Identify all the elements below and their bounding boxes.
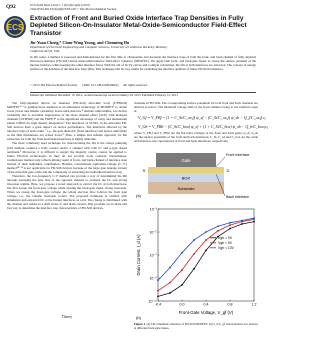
data-point xyxy=(157,279,159,281)
x-tick-label: -0.4 xyxy=(154,302,162,307)
abstract-line: (Dit). This technique will be very useful for evaluating the interface qualities of future FD-SOI transistors. xyxy=(87,66,224,71)
y-tick-label: 10⁻³ xyxy=(149,207,157,212)
panel-a-label: (a) xyxy=(136,193,141,198)
series-line xyxy=(158,219,254,290)
paper-title: Extraction of Front and Buried Oxide Interface Trap Densities in Fully Depleted Silicon-On-Insulator Metal-Oxide-Semiconductor Field-Effect Transistor xyxy=(30,15,247,37)
equation-text: V_Gb = V_FBb − (C_Si/C_box) ψ_sf + (1 + C_Si/C_box) ψ_sb − Q_b/C_box xyxy=(138,123,264,129)
copyright-line xyxy=(30,84,256,88)
y-axis-label: Drain Current, I_d (A) xyxy=(136,234,141,276)
affiliation-line: California 94720, USA xyxy=(30,48,60,53)
chart-series xyxy=(157,217,255,297)
data-point xyxy=(157,296,159,298)
data-point xyxy=(157,290,159,292)
figure-1 xyxy=(134,147,258,320)
y-tick-label: 10⁻⁹ xyxy=(149,276,157,281)
equation-text: V_Gf = V_FBf + (1 + C_Si/C_ox,f) ψ_sf − (C_Si/C_ox,f) ψ_sb − Q_f/C_ox,f xyxy=(138,114,262,120)
gate-label: Gate xyxy=(181,158,191,163)
data-point xyxy=(205,250,207,252)
body-paragraph: The fully-depleted silicon on insulator (FD-SOI) ultra-thin body (UTBSOI) MOSFET¹⁻³ is gaining more attention as an alternative technology of MOSFET¹ to obtain lower power and smaller variability. In the ultra-thin box,⁴ intrinsic uniformities, low device variability due to excellent suppression of the short channel effect (SCE) with undoped channels (UTBSOI) and the FinFET⁵ is the significant advantage of today and mainstream planar CMOS for high density integration.⁶ The interfaces of Si/SiO₂ in the ultra-thin FD-SOI devices have a great impact on device performance. The interfaces affected by the interface traps of both oxide, ⁷ i.e., the gate dielectric (front interface) and device uniformity as the film thicknesses are scaled down.⁸ Thus, a simple and reliable approach for Dit extraction for both the front and buried interfaces is highly desirable. xyxy=(7,101,127,142)
doi-line: 2162-8742/2013/1(6)/Q92/3/$31.00 © The Electrochemical Society xyxy=(30,7,117,11)
abstract-line: With the aid of Id-Vg curves and a simple calculation, the Dit at both interfaces are extracted. The concept of energy profiles of the densities of the interface traps xyxy=(30,62,257,71)
data-point xyxy=(181,252,183,254)
equation-number: [2] xyxy=(263,124,268,129)
legend-label: Vgb = 10V xyxy=(218,246,234,250)
doi-link[interactable]: [DOI: 10.1149/2.006306ssl] xyxy=(82,83,119,87)
ecs-logo-icon xyxy=(3,15,27,39)
x-tick-label: 1.2 xyxy=(251,302,257,307)
x-tick-label: 0.0 xyxy=(179,302,185,307)
chart-legend xyxy=(210,236,235,250)
right-column xyxy=(134,101,268,144)
left-column xyxy=(7,101,127,210)
series-line xyxy=(158,218,254,280)
figure-caption-label: Figure 1. xyxy=(134,322,146,326)
data-point xyxy=(205,239,207,241)
data-point xyxy=(217,230,219,232)
equation-1 xyxy=(134,113,266,122)
abstract xyxy=(30,56,256,72)
substrate-label: Substrate xyxy=(177,186,195,191)
page-number: Q92 xyxy=(6,4,16,10)
abstract-line: In this letter, a method is proposed and demonstrated for the first time to characterize and decouple the interface traps of both the front- xyxy=(30,55,210,59)
data-point xyxy=(229,222,231,224)
id-vgf-chart xyxy=(136,207,257,320)
channel-region xyxy=(148,167,224,173)
affiliation-line: Department of Electrical Engineering and Computer Sciences, University of California, Berkeley, Berkeley, xyxy=(30,45,168,49)
panel-b-label: (b) xyxy=(136,315,141,320)
front-interface-label: Front Interface xyxy=(226,153,250,157)
manuscript-dates: Manuscript submitted December 13, 2012; revised manuscript received January 28, 2013. Published February 12, 2013 xyxy=(30,92,178,97)
figure-caption xyxy=(134,323,258,331)
y-tick-label: 10⁻¹¹ xyxy=(148,299,157,304)
data-point xyxy=(241,223,243,225)
figure-caption-text: (a) The schematic structure of FD-SOI MOSFET. (b) I_d-V_gf characteristics for devices at different back-gate biases. xyxy=(134,322,258,330)
journal-line: ECS Solid State Letters, 1 (6) Q92-Q94 (2013) xyxy=(30,3,90,7)
copyright-text: © 2013 The Electrochemical Society. xyxy=(30,83,78,87)
data-point xyxy=(169,292,171,294)
box-label: BOX xyxy=(181,175,191,181)
data-point xyxy=(181,269,183,271)
data-point xyxy=(253,217,255,219)
equation-number: [1] xyxy=(261,115,266,120)
abstract-line: and back-channel of fully depleted silicon-on-insulator (FD-SOI) metal-oxide-semiconductor field-effect transistor (MOSFET). We xyxy=(30,55,256,63)
data-point xyxy=(241,220,243,222)
data-point xyxy=(229,224,231,226)
data-point xyxy=(181,284,183,286)
journal-header xyxy=(30,3,230,11)
plot-frame xyxy=(158,209,254,301)
paper-authors: Jin-Yuan Cheng,* Chun-Wing Yeung, and Chenming Hu xyxy=(30,40,130,45)
body-paragraph: channels in FD-SOI. The corresponding surface potentials for both front and back channels are derived as below. The threshold voltage shift of the front channel owing to the interface traps is: xyxy=(134,101,258,114)
source-label: S xyxy=(142,168,146,173)
data-point xyxy=(169,282,171,284)
data-point xyxy=(193,253,195,255)
body-paragraph: The most commonly used technique for characterizing the Dit is the charge pumping (CP) method, requires a body contact and/or a channel with both n+ and p-type doped terminals.⁹ Moreover, it is difficult to supply the majority carrier, cannot be applied to future FD-SOI technologies as they do not provide body contacts. Nevertheless, conductance method only reflects mixing result of front- and back-channel of interface state instead of their individual contribution. Besides, conventional equivalent-voltage (Cᵢ-Vᵢ) method¹⁰⁻¹¹ is not applicable for FD-SOI devices because of the large gate leakage current of the ultra-thin gate oxide and the complexity of extracting the individual interface trap. xyxy=(7,141,127,174)
x-tick-label: 0.4 xyxy=(203,302,209,307)
drain-label: D xyxy=(226,168,230,173)
x-axis-label: Front-Gate Voltage, V_gf (V) xyxy=(178,310,234,315)
body-paragraph: Therefore, the low-frequency C-V method can provide a way of determining the Dit through sweeping the gate bias of the opposite channel to evaluate the Dᵢₜ and strong inversion regime. Here, we propose a novel approach to extract the Dᵢₜ at both interfaces. We first sweep the front-gate voltage while biasing the back-gate under strong inversion. When we sweep the front-gate voltage, the whole electron flow follows the front gate voltage, i.e., the volume inversion occurs. The proposed technique is verified with simulation and extracted Dᵢₜ at the buried interfaces as well. The charge is distributed with the channel and results in a shift in the Vᵢ and drain current. This provides an accurate and fast way to determine the interface trap characteristics of FD-SOI devices. xyxy=(7,173,127,211)
data-point xyxy=(217,225,219,227)
body-paragraph: where V_FB,f and V_FB,b are the flat band voltages of the front and back gates; ψ_sf, ψ_sb are the surface potentials of the front and back interfaces; C_Si, C_ox and C_box are the oxide and interface trap capacitances of front and back interfaces, respectively. xyxy=(134,131,258,144)
data-point xyxy=(229,228,231,230)
front-interface-arrow xyxy=(216,157,225,167)
device-schematic xyxy=(136,153,249,199)
back-interface-label: Back Interface xyxy=(226,195,249,199)
rights-text: All rights reserved. xyxy=(123,83,148,87)
data-point xyxy=(169,267,171,269)
y-tick-label: 10⁻⁷ xyxy=(149,253,157,258)
x-tick-label: 0.8 xyxy=(227,302,233,307)
data-point xyxy=(193,239,195,241)
abstract-line: apply both front- and back-gate biases to sweep the surface potential of the interest interface while keeping the other interface fixed. xyxy=(30,58,257,67)
equation-2 xyxy=(134,122,268,131)
x-axis-ticks xyxy=(155,300,257,307)
legend-label: Vgb = 5V xyxy=(218,241,233,245)
y-tick-label: 10⁻⁵ xyxy=(149,230,157,235)
data-point xyxy=(193,268,195,270)
svg-text:ECS: ECS xyxy=(6,22,24,32)
data-point xyxy=(253,221,255,223)
section-heading: Theory xyxy=(61,315,73,319)
data-point xyxy=(205,231,207,233)
legend-label: Vgb = 0V xyxy=(218,236,233,240)
affiliation xyxy=(30,46,256,54)
